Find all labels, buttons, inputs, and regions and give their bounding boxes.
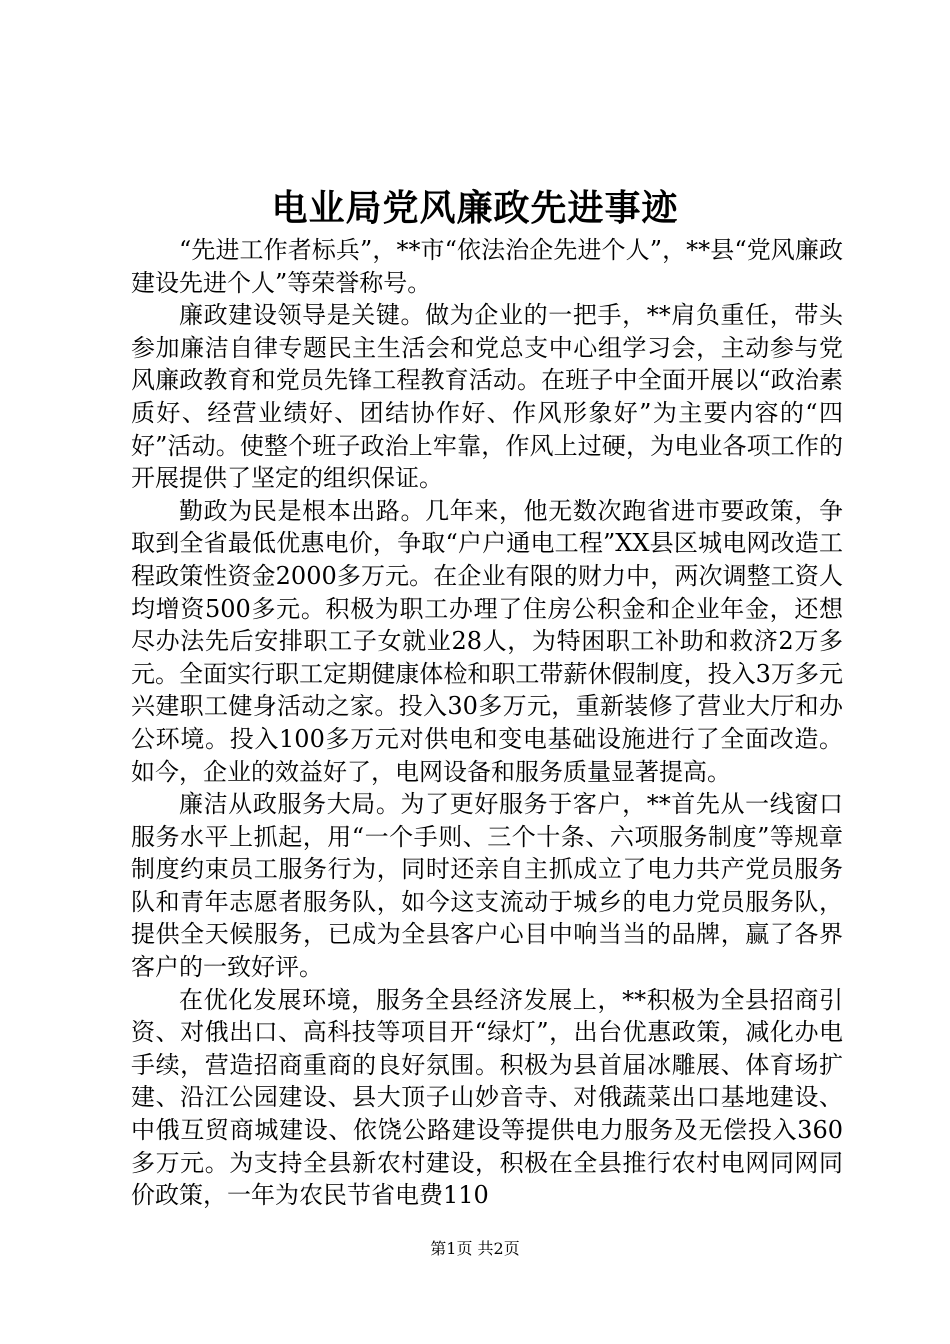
document-title: 电业局党风廉政先进事迹	[271, 187, 679, 229]
paragraph-development: 在优化发展环境，服务全县经济发展上，**积极为全县招商引资、对俄出口、高科技等项目开“绿灯”，出台优惠政策，减化办电手续，营造招商重商的良好氛围。积极为县首届冰雕展、体育场扩建、沿江公园建设、县大顶子山妙音寺、对俄蔬菜出口基地建设、中俄互贸商城建设、依饶公路建设等提供电力服务及无偿投入360多万元。为支持全县新农村建设，积极在全县推行农村电网同网同价政策，一年为农民节省电费110	[131, 985, 843, 1210]
paragraph-service: 廉洁从政服务大局。为了更好服务于客户，**首先从一线窗口服务水平上抓起，用“一个手则、三个十条、六项服务制度”等规章制度约束员工服务行为，同时还亲自主抓成立了电力共产党员服务队和青年志愿者服务队，如今这支流动于城乡的电力党员服务队，提供全天候服务，已成为全县客户心目中响当当的品牌，赢了各界客户的一致好评。	[131, 790, 843, 982]
page-footer: 第1页 共2页	[430, 1239, 520, 1258]
document-body	[131, 234, 843, 1212]
paragraph-honors: “先进工作者标兵”，**市“依法治企先进个人”，**县“党风廉政建设先进个人”等荣誉称号。	[131, 236, 843, 297]
paragraph-diligence: 勤政为民是根本出路。几年来，他无数次跑省进市要政策，争取到全省最低优惠电价，争取“户户通电工程”XX县区城电网改造工程政策性资金2000多万元。在企业有限的财力中，两次调整工资人均增资500多元。积极为职工办理了住房公积金和企业年金，还想尽办法先后安排职工子女就业28人，为特困职工补助和救济2万多元。全面实行职工定期健康体检和职工带薪休假制度，投入3万多元兴建职工健身活动之家。投入30多万元，重新装修了营业大厅和办公环境。投入100多万元对供电和变电基础设施进行了全面改造。如今，企业的效益好了，电网设备和服务质量显著提高。	[131, 496, 843, 786]
paragraph-leadership: 廉政建设领导是关键。做为企业的一把手，**肩负重任，带头参加廉洁自律专题民主生活会和党总支中心组学习会，主动参与党风廉政教育和党员先锋工程教育活动。在班子中全面开展以“政治素质好、经营业绩好、团结协作好、作风形象好”为主要内容的“四好”活动。使整个班子政治上牢靠，作风上过硬，为电业各项工作的开展提供了坚定的组织保证。	[131, 301, 843, 493]
